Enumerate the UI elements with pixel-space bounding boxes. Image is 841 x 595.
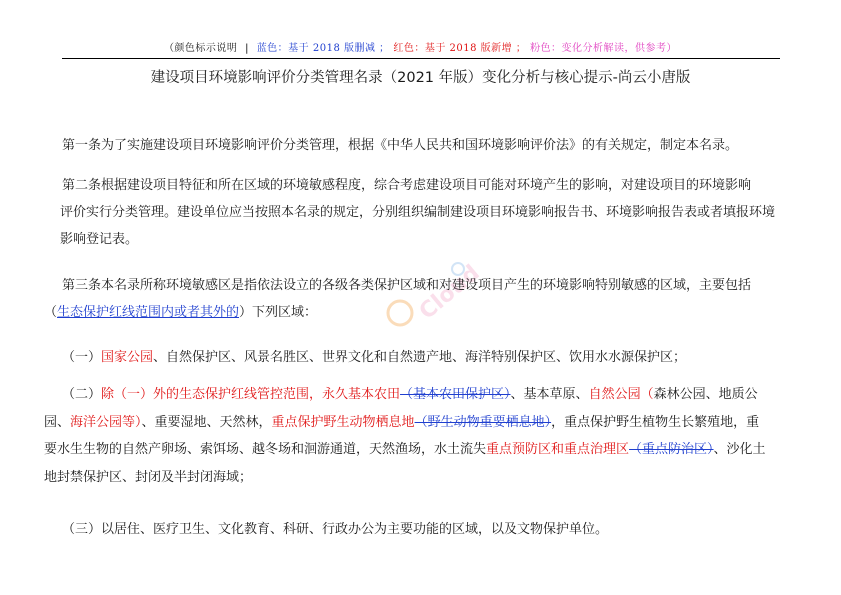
legend-intro: （颜色标示说明	[163, 43, 238, 54]
item-2-added-3: 海洋公园等）	[70, 414, 142, 430]
paren-open: （	[44, 305, 58, 320]
item-3-number: （三）	[62, 522, 102, 537]
item-2-text-1: 、基本草原、	[510, 387, 589, 402]
item-1-added: 国家公园	[101, 350, 154, 365]
article-3-line-1: 第三条本名录所称环境敏感区是指依法设立的各级各类保护区域和对建设项目产生的环境影响特别敏感的区域，主要包括	[62, 278, 752, 293]
article-1	[62, 132, 780, 159]
item-2	[44, 381, 780, 491]
item-2-number: （二）	[62, 387, 102, 402]
item-2-added-1: 除（一）外的生态保护红线管控范围，永久基本农田	[101, 387, 401, 402]
item-3	[62, 516, 780, 543]
item-2-text-6: 要水生生物的自然产卵场、索饵场、越冬场和洄游通道，天然渔场，水土流失	[44, 442, 487, 457]
item-2-added-2b: （	[640, 387, 654, 402]
item-2-text-7: 、沙化土	[713, 442, 766, 457]
article-2-line-2: 评价实行分类管理。建设单位应当按照本名录的规定，分别组织编制建设项目环境影响报告书、环境影响报告表或者填报环境	[60, 205, 776, 220]
article-2	[62, 172, 780, 253]
legend-red: 红色：基于 2018 版新增 ；	[393, 43, 527, 54]
article-2-line-1: 第二条根据建设项目特征和所在区域的环境敏感程度，综合考虑建设项目可能对环境产生的影响，对建设项目的环境影响	[62, 178, 752, 193]
item-2-deleted-3: （重点防治区）	[629, 442, 714, 457]
item-3-text: 以居住、医疗卫生、文化教育、科研、行政办公为主要功能的区域，以及文物保护单位。	[101, 522, 609, 537]
color-legend	[0, 42, 841, 56]
item-2-text-2: 森林公园、地质公	[653, 387, 758, 402]
page-title: 建设项目环境影响评价分类管理名录（2021 年版）变化分析与核心提示-尚云小唐版	[150, 70, 691, 86]
item-1-rest: 、自然保护区、风景名胜区、世界文化和自然遗产地、海洋特别保护区、饮用水水源保护区；	[153, 350, 687, 365]
item-2-line-4	[44, 464, 780, 492]
item-2-added-5: 重点预防区和重点治理区	[486, 442, 630, 457]
item-2-line-3	[44, 436, 780, 464]
item-2-added-4: 重点保护野生动物栖息地	[271, 414, 415, 430]
item-2-text-4: 、重要湿地、天然林，	[141, 414, 272, 430]
item-2-text-5: ，重点保护野生植物生长繁殖地，重	[551, 414, 760, 430]
item-1-number: （一）	[62, 350, 102, 365]
item-2-deleted-2: （野生动物重要栖息地）	[414, 414, 552, 430]
article-1-text: 第一条为了实施建设项目环境影响评价分类管理，根据《中华人民共和国环境影响评价法》的有关规定，制定本名录。	[62, 138, 739, 153]
article-2-line-3: 影响登记表。	[60, 232, 139, 247]
item-2-line-2	[44, 409, 780, 437]
legend-pink: 粉色：变化分析解读，供参考）	[530, 43, 678, 54]
legend-blue: 蓝色：基于 2018 版删减 ；	[256, 43, 390, 54]
item-2-line-1	[62, 381, 780, 409]
item-1	[62, 344, 780, 371]
deleted-phrase: 生态保护红线范围内或者其外的	[57, 305, 240, 320]
item-2-text-3: 园、	[44, 414, 71, 430]
article-3-suffix: ）下列区域：	[239, 305, 318, 320]
item-2-text-8: 地封禁保护区、封闭及半封闭海域；	[44, 469, 253, 485]
legend-separator: |	[245, 43, 249, 54]
watermark-text: Cloud	[414, 260, 485, 325]
header-rule	[62, 58, 780, 59]
article-3	[44, 272, 780, 326]
article-3-line-2	[44, 299, 780, 326]
item-2-deleted-1: （基本农田保护区）	[400, 387, 511, 402]
item-2-added-2: 自然公园	[588, 387, 641, 402]
